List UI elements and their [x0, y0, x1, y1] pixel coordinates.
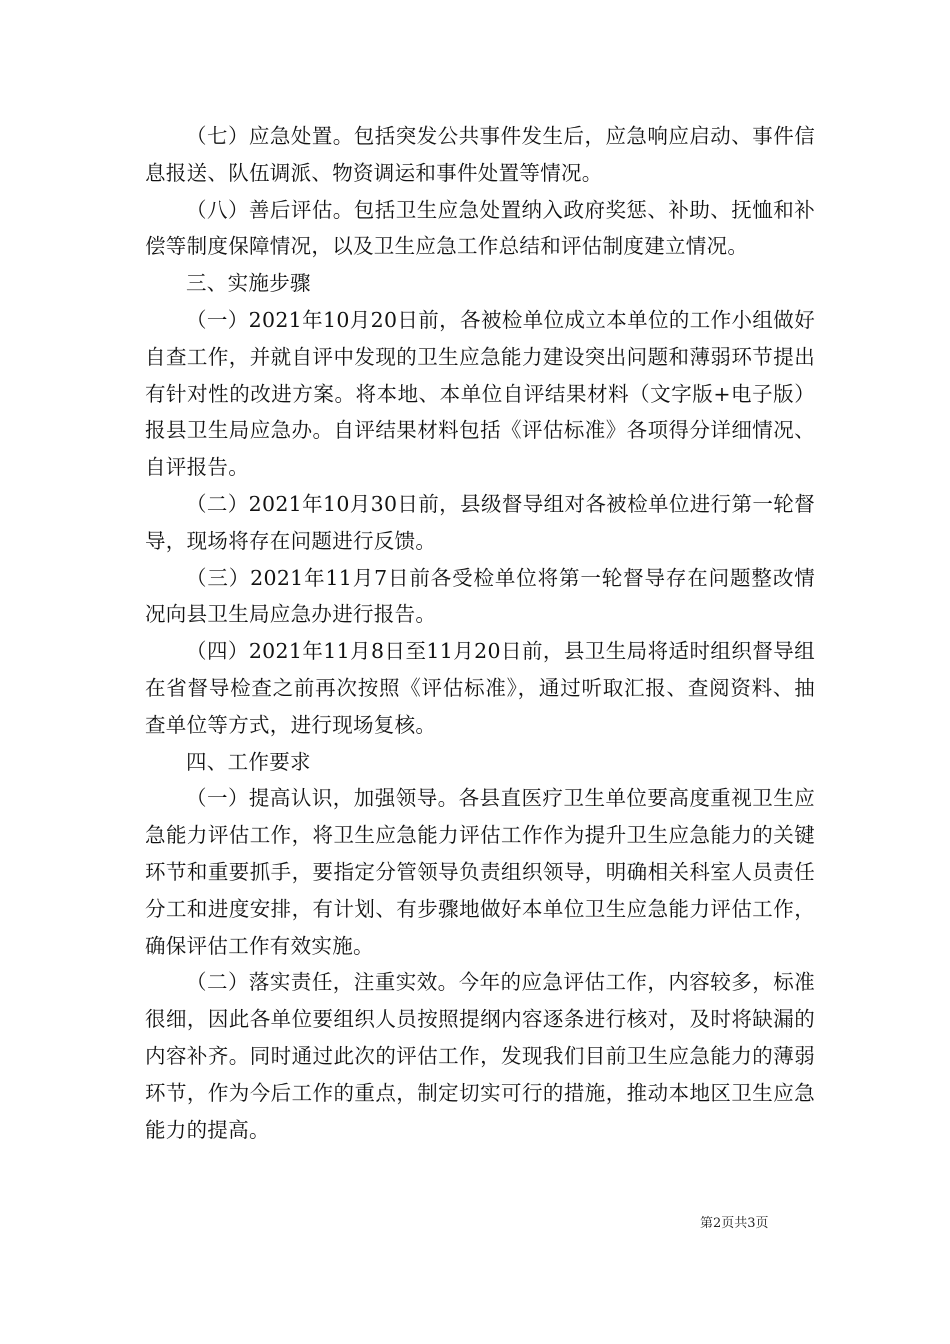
paragraph-step-4: （四）2021年11月8日至11月20日前，县卫生局将适时组织督导组在省督导检查之前再次按照《评估标准》，通过听取汇报、查阅资料、抽查单位等方式，进行现场复核。 — [145, 639, 815, 737]
paragraph-requirement-1: （一）提高认识，加强领导。各县直医疗卫生单位要高度重视卫生应急能力评估工作，将卫生应急能力评估工作作为提升卫生应急能力的关键环节和重要抓手，要指定分管领导负责组织领导，明确相关科室人员责任分工和进度安排，有计划、有步骤地做好本单位卫生应急能力评估工作，确保评估工作有效实施。 — [145, 786, 815, 958]
section-heading-implementation-steps: 三、实施步骤 — [186, 271, 311, 296]
page-number-footer: 第2页共3页 — [700, 1216, 769, 1231]
section-heading-work-requirements: 四、工作要求 — [186, 749, 311, 774]
paragraph-step-1: （一）2021年10月20日前，各被检单位成立本单位的工作小组做好自查工作，并就自评中发现的卫生应急能力建设突出问题和薄弱环节提出有针对性的改进方案。将本地、本单位自评结果材料（文字版+电子版）报县卫生局应急办。自评结果材料包括《评估标准》各项得分详细情况、自评报告。 — [145, 307, 815, 480]
paragraph-aftermath-evaluation: （八）善后评估。包括卫生应急处置纳入政府奖惩、补助、抚恤和补偿等制度保障情况，以及卫生应急工作总结和评估制度建立情况。 — [145, 197, 815, 259]
paragraph-requirement-2: （二）落实责任，注重实效。今年的应急评估工作，内容较多，标准很细，因此各单位要组织人员按照提纲内容逐条进行核对，及时将缺漏的内容补齐。同时通过此次的评估工作，发现我们目前卫生应急能力的薄弱环节，作为今后工作的重点，制定切实可行的措施，推动本地区卫生应急能力的提高。 — [145, 970, 815, 1142]
paragraph-step-2: （二）2021年10月30日前，县级督导组对各被检单位进行第一轮督导，现场将存在问题进行反馈。 — [145, 491, 815, 553]
paragraph-step-3: （三）2021年11月7日前各受检单位将第一轮督导存在问题整改情况向县卫生局应急办进行报告。 — [145, 565, 815, 627]
document-body — [145, 118, 815, 1148]
paragraph-emergency-response: （七）应急处置。包括突发公共事件发生后，应急响应启动、事件信息报送、队伍调派、物资调运和事件处置等情况。 — [145, 124, 815, 185]
